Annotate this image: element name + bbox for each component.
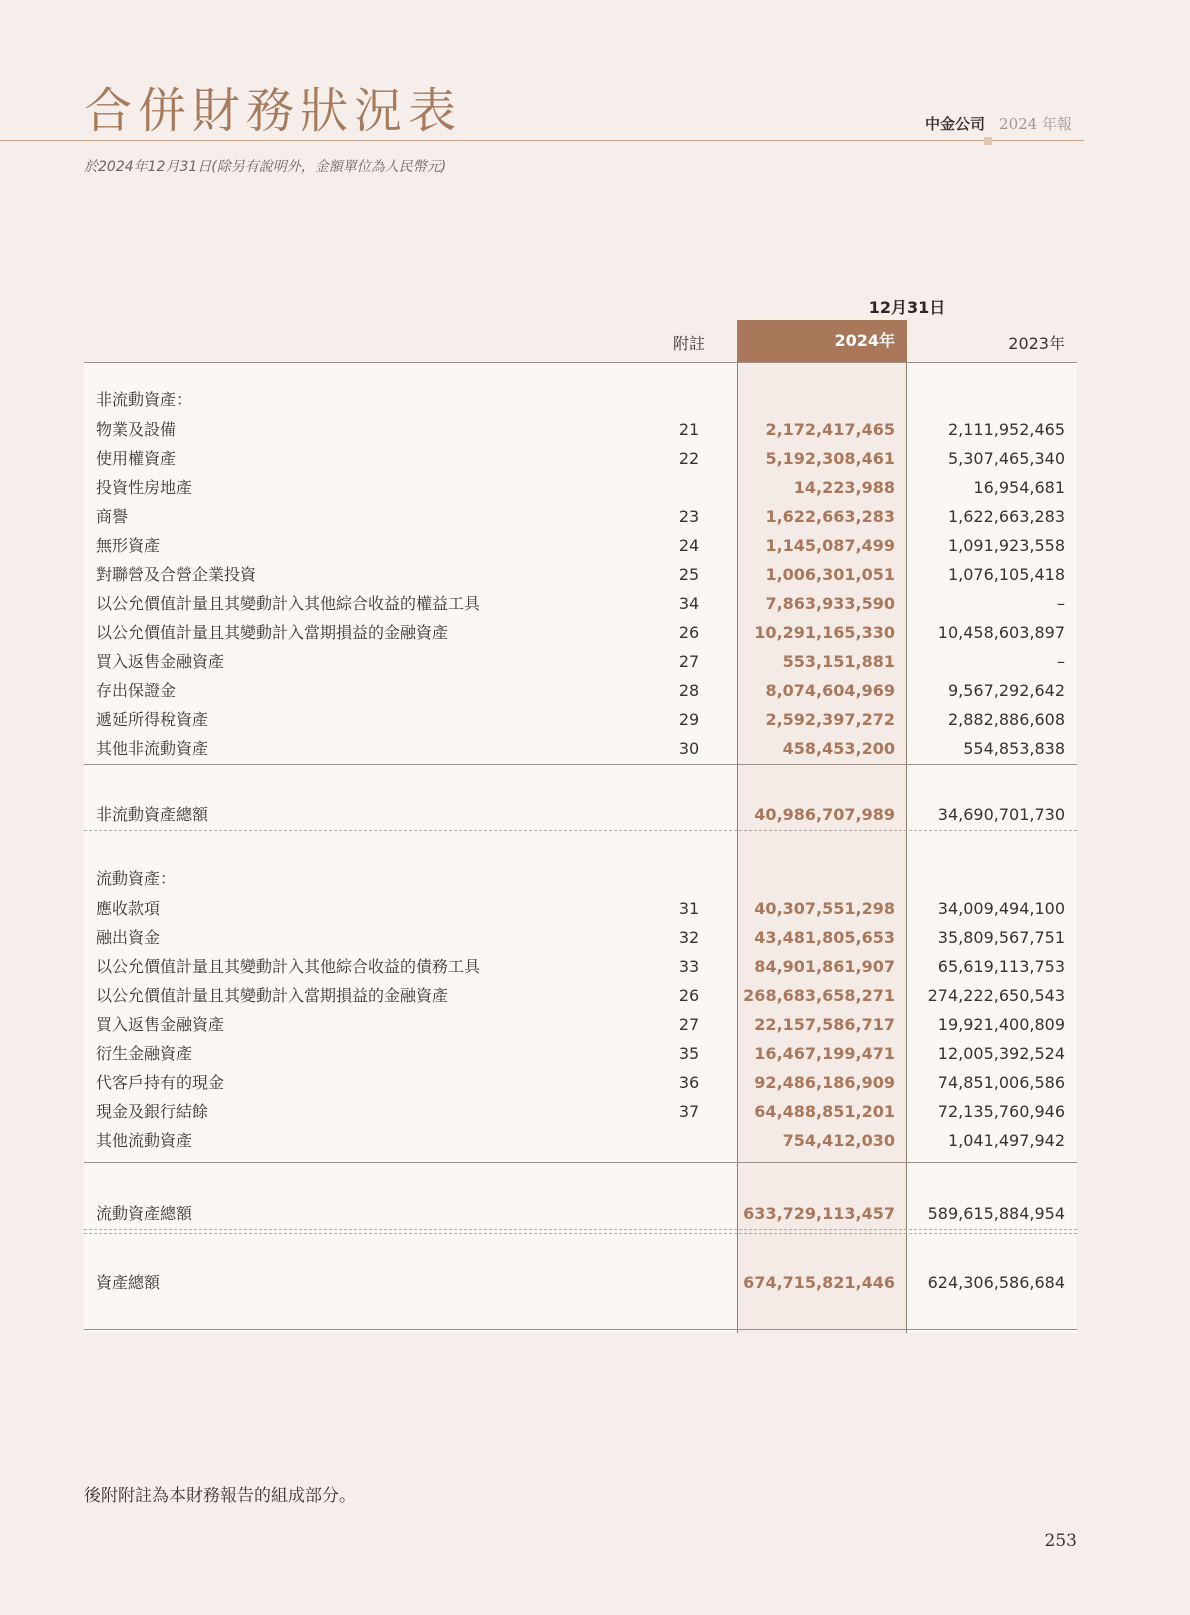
row-note: 21 [678, 420, 700, 439]
row-current-value: 553,151,881 [782, 652, 895, 671]
row-previous-value: 74,851,006,586 [937, 1073, 1065, 1092]
row-previous-value: 65,619,113,753 [937, 957, 1065, 976]
section-divider [84, 1162, 1077, 1163]
row-note: 37 [678, 1102, 700, 1121]
page-number: 253 [1044, 1531, 1077, 1551]
row-note: 23 [678, 507, 700, 526]
total-current-value: 633,729,113,457 [743, 1204, 895, 1223]
header-divider [0, 140, 1084, 141]
row-current-value: 1,006,301,051 [765, 565, 895, 584]
row-note: 31 [678, 899, 700, 918]
table-row [84, 618, 1077, 648]
row-previous-value: 5,307,465,340 [947, 449, 1065, 468]
row-note: 30 [678, 739, 700, 758]
column-header-row [84, 320, 1077, 363]
table-row [84, 415, 1077, 445]
row-label: 存出保證金 [96, 681, 177, 700]
table-row [84, 1039, 1077, 1069]
row-note: 34 [678, 594, 700, 613]
page-subtitle: 於2024年12月31日(除另有說明外，金額單位為人民幣元) [84, 159, 447, 175]
row-previous-value: – [1057, 594, 1065, 613]
row-previous-value: 2,111,952,465 [947, 420, 1065, 439]
row-current-value: 1,145,087,499 [765, 536, 895, 555]
row-previous-value: 1,091,923,558 [947, 536, 1065, 555]
total-row-current [84, 1199, 1077, 1229]
date-header: 12月31日 [868, 298, 946, 317]
row-current-value: 14,223,988 [793, 478, 895, 497]
row-current-value: 754,412,030 [782, 1131, 895, 1150]
previous-year-column-header: 2023年 [1008, 334, 1065, 353]
row-previous-value: – [1057, 652, 1065, 671]
table-row [84, 1126, 1077, 1156]
row-note: 25 [678, 565, 700, 584]
current-year-column-header: 2024年 [737, 320, 907, 362]
row-label: 代客戶持有的現金 [96, 1073, 225, 1092]
row-note: 28 [678, 681, 700, 700]
row-label: 買入返售金融資產 [96, 652, 225, 671]
row-label: 買入返售金融資產 [96, 1015, 225, 1034]
row-label: 現金及銀行結餘 [96, 1102, 209, 1121]
row-note: 27 [678, 1015, 700, 1034]
row-current-value: 10,291,165,330 [754, 623, 895, 642]
table-row [84, 734, 1077, 764]
row-label: 對聯營及合營企業投資 [96, 565, 257, 584]
row-label: 投資性房地產 [96, 478, 193, 497]
total-previous-value: 34,690,701,730 [937, 805, 1065, 824]
table-row [84, 473, 1077, 503]
row-previous-value: 35,809,567,751 [937, 928, 1065, 947]
grand-total-previous-value: 624,306,586,684 [927, 1273, 1065, 1292]
report-name: 2024 年報 [999, 115, 1072, 133]
row-previous-value: 12,005,392,524 [937, 1044, 1065, 1063]
total-divider [84, 830, 1077, 831]
table-row [84, 560, 1077, 590]
row-current-value: 2,592,397,272 [765, 710, 895, 729]
total-divider [84, 1229, 1077, 1234]
row-current-value: 84,901,861,907 [754, 957, 895, 976]
row-previous-value: 9,567,292,642 [947, 681, 1065, 700]
report-header [925, 113, 1072, 134]
total-label: 流動資產總額 [96, 1204, 193, 1223]
row-previous-value: 19,921,400,809 [937, 1015, 1065, 1034]
table-bottom-rule [84, 1329, 1077, 1330]
row-label: 以公允價值計量且其變動計入其他綜合收益的債務工具 [96, 957, 481, 976]
company-name: 中金公司 [925, 115, 986, 133]
table-row [84, 1068, 1077, 1098]
table-row [84, 981, 1077, 1011]
table-row [84, 1097, 1077, 1127]
section-divider [84, 764, 1077, 765]
row-note: 26 [678, 623, 700, 642]
row-current-value: 43,481,805,653 [754, 928, 895, 947]
row-label: 遞延所得稅資產 [96, 710, 209, 729]
row-label: 應收款項 [96, 899, 161, 918]
table-row [84, 531, 1077, 561]
row-current-value: 22,157,586,717 [754, 1015, 895, 1034]
row-label: 以公允價值計量且其變動計入當期損益的金融資產 [96, 623, 449, 642]
table-row [84, 589, 1077, 619]
header-marker [984, 137, 992, 145]
row-note: 32 [678, 928, 700, 947]
total-row-noncurrent [84, 800, 1077, 830]
grand-total-label: 資產總額 [96, 1273, 161, 1292]
footnote: 後附附註為本財務報告的組成部分。 [84, 1486, 356, 1506]
row-current-value: 458,453,200 [782, 739, 895, 758]
section-heading-current [84, 864, 1077, 894]
row-note: 27 [678, 652, 700, 671]
row-previous-value: 1,076,105,418 [947, 565, 1065, 584]
row-previous-value: 72,135,760,946 [937, 1102, 1065, 1121]
grand-total-current-value: 674,715,821,446 [743, 1273, 895, 1292]
table-row [84, 676, 1077, 706]
row-label: 其他流動資產 [96, 1131, 193, 1150]
total-label: 非流動資產總額 [96, 805, 209, 824]
row-note: 36 [678, 1073, 700, 1092]
row-current-value: 40,307,551,298 [754, 899, 895, 918]
table-row [84, 1010, 1077, 1040]
row-label: 以公允價值計量且其變動計入當期損益的金融資產 [96, 986, 449, 1005]
row-note: 22 [678, 449, 700, 468]
row-label: 商譽 [96, 507, 129, 526]
grand-total-row [84, 1268, 1077, 1298]
row-note: 33 [678, 957, 700, 976]
section-heading-label: 流動資產： [96, 869, 177, 888]
row-label: 衍生金融資產 [96, 1044, 193, 1063]
table-row [84, 705, 1077, 735]
row-current-value: 7,863,933,590 [765, 594, 895, 613]
row-previous-value: 274,222,650,543 [927, 986, 1065, 1005]
row-label: 無形資產 [96, 536, 161, 555]
section-heading-label: 非流動資產： [96, 390, 193, 409]
row-label: 物業及設備 [96, 420, 177, 439]
row-previous-value: 16,954,681 [973, 478, 1065, 497]
row-previous-value: 10,458,603,897 [937, 623, 1065, 642]
section-heading-noncurrent [84, 385, 1077, 415]
row-note: 29 [678, 710, 700, 729]
note-column-header: 附註 [672, 334, 705, 353]
row-note: 26 [678, 986, 700, 1005]
row-current-value: 64,488,851,201 [754, 1102, 895, 1121]
row-previous-value: 34,009,494,100 [937, 899, 1065, 918]
table-row [84, 444, 1077, 474]
row-note: 35 [678, 1044, 700, 1063]
total-previous-value: 589,615,884,954 [927, 1204, 1065, 1223]
table-row [84, 923, 1077, 953]
row-current-value: 268,683,658,271 [743, 986, 895, 1005]
row-label: 以公允價值計量且其變動計入其他綜合收益的權益工具 [96, 594, 481, 613]
row-label: 融出資金 [96, 928, 161, 947]
row-label: 使用權資產 [96, 449, 177, 468]
table-row [84, 894, 1077, 924]
page-title: 合併財務狀況表 [84, 83, 463, 139]
row-label: 其他非流動資產 [96, 739, 209, 758]
table-row [84, 502, 1077, 532]
row-previous-value: 1,041,497,942 [947, 1131, 1065, 1150]
row-previous-value: 2,882,886,608 [947, 710, 1065, 729]
row-current-value: 5,192,308,461 [765, 449, 895, 468]
total-current-value: 40,986,707,989 [754, 805, 895, 824]
row-previous-value: 554,853,838 [963, 739, 1065, 758]
row-current-value: 16,467,199,471 [754, 1044, 895, 1063]
row-current-value: 92,486,186,909 [754, 1073, 895, 1092]
table-row [84, 647, 1077, 677]
table-row [84, 952, 1077, 982]
row-previous-value: 1,622,663,283 [947, 507, 1065, 526]
row-note: 24 [678, 536, 700, 555]
row-current-value: 1,622,663,283 [765, 507, 895, 526]
row-current-value: 2,172,417,465 [765, 420, 895, 439]
row-current-value: 8,074,604,969 [765, 681, 895, 700]
